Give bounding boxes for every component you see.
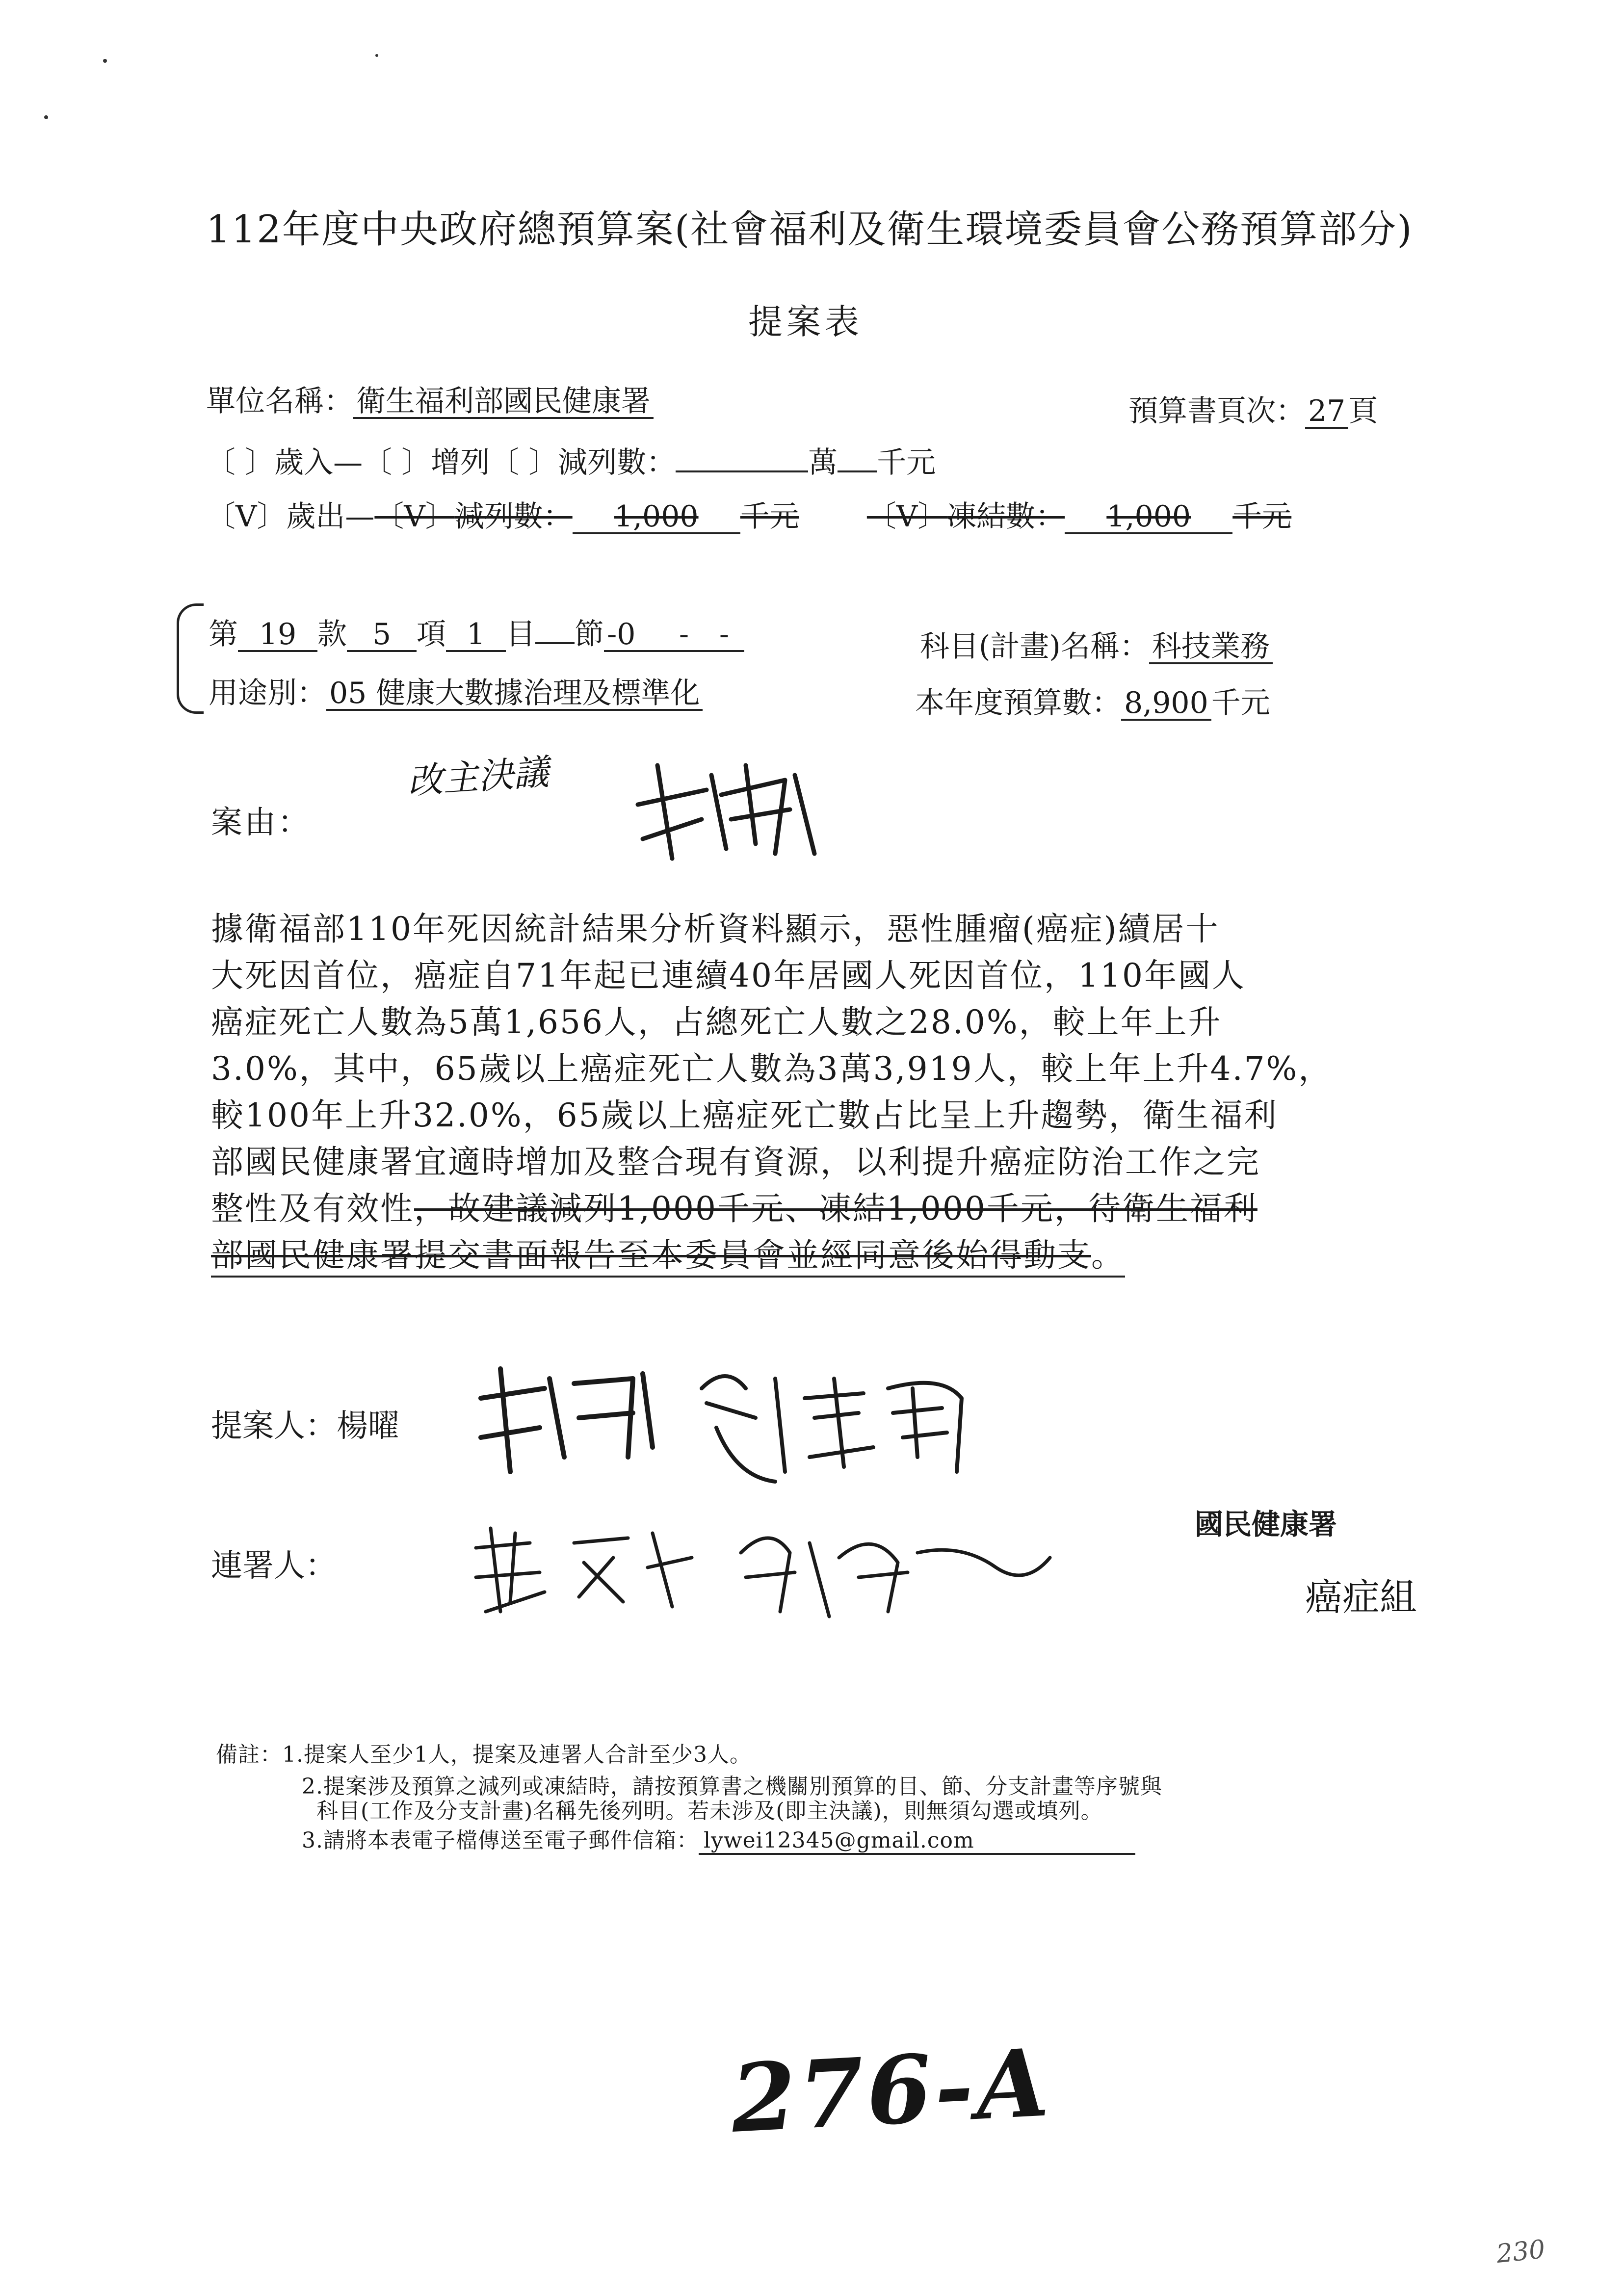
page-ref-value: 27 [1305,396,1348,429]
budget-amount-unit: 千元 [1211,686,1270,720]
reason-struck-text: ，故建議減列1,000千元、凍結1,000千元，待衛生福利 [414,1190,1257,1227]
expense-label: 歲出— [286,499,375,534]
budget-amount-row [915,679,1270,722]
subject-label: 科目(計畫)名稱： [920,629,1149,664]
subject-row [920,623,1273,665]
document-title: 112年度中央政府總預算案(社會福利及衛生環境委員會公務預算部分) [206,208,1413,252]
handwritten-note: 改主決議 [406,751,550,802]
reason-struck-text-2: 部國民健康署提交書面報告至本委員會並經同意後始得動支 [211,1236,1091,1274]
revenue-row [206,439,936,481]
cut-value: 1,000 [573,501,740,534]
increase-checkbox: 〔 〕 [363,445,431,480]
proposer-signatures [471,1359,1011,1496]
revenue-label: 歲入— [274,445,363,480]
kuan-label: 款 [317,617,347,652]
budget-item-row [209,611,744,653]
unit-wan: 萬 [808,445,838,480]
mu-label: 目 [506,617,535,652]
usage-label: 用途別： [209,676,326,710]
jie-label: 節 [575,617,604,652]
item-bracket [177,603,204,714]
mu-value: 1 [446,619,506,652]
reason-line-end: 。 [1091,1236,1125,1274]
amount-blank [838,442,877,472]
unit-label: 單位名稱： [206,384,353,418]
notes-label: 備註： [216,1742,282,1767]
note-1: 1.提案人至少1人，提案及連署人合計至少3人。 [282,1742,752,1767]
decrease-label: 減列數： [558,445,676,480]
reason-line-2: 大死因首位，癌症自71年起已連續40年居國人死因首位，110年國人 [211,957,1246,994]
cosigner-signatures [466,1513,1055,1626]
note-3 [302,1823,1135,1855]
reason-label: 案由： [211,805,311,841]
handwritten-signature [628,746,834,868]
proposer-name: 楊曜 [337,1408,399,1444]
stamp-line-1: 國民健康署 [1195,1508,1337,1541]
reason-line-7-text: 整性及有效性 [211,1190,414,1227]
proposer-label: 提案人： [211,1408,337,1444]
dash-b: - [704,619,744,652]
unit-qian: 千元 [877,445,936,480]
notes-row-1 [216,1737,752,1768]
reason-line-7 [211,1182,1257,1229]
unit-row [206,378,654,420]
scan-speck [44,115,48,119]
reason-line-3: 癌症死亡人數為5萬1,656人，占總死亡人數之28.0%，較上年上升 [211,1003,1222,1041]
unit-value: 衛生福利部國民健康署 [353,386,654,419]
scan-speck [375,54,378,57]
freeze-label: 凍結數： [947,499,1065,534]
budget-amount-value: 8,900 [1121,688,1211,721]
note-3-text: 3.請將本表電子檔傳送至電子郵件信箱： [302,1828,699,1853]
cut-mark: 〔V〕 [374,499,455,534]
reason-line-6: 部國民健康署宜適時增加及整合現有資源，以利提升癌症防治工作之完 [211,1143,1260,1181]
proposer-row [211,1401,399,1446]
note-2b: 科目(工作及分支計畫)名稱先後列明。若未涉及(即主決議)，則無須勾選或填列。 [316,1799,1103,1824]
usage-value: 05 健康大數據治理及標準化 [326,678,703,711]
note-2a: 2.提案涉及預算之減列或凍結時，請按預算書之機關別預算的目、節、分支計畫等序號與 [302,1774,1162,1799]
reason-line-1: 據衛福部110年死因統計結果分析資料顯示，惡性腫瘤(癌症)續居十 [211,910,1220,948]
usage-row [209,670,703,712]
budget-amount-label: 本年度預算數： [915,686,1121,720]
di-label: 第 [209,617,238,652]
xiang-label: 項 [417,617,446,652]
amount-blank [676,442,808,472]
reason-line-4: 3.0%，其中，65歲以上癌症死亡人數為3萬3,919人，較上年上升4.7%， [211,1050,1333,1088]
reason-line-5: 較100年上升32.0%，65歲以上癌症死亡數占比呈上升趨勢，衛生福利 [211,1096,1278,1134]
page-ref-suffix: 頁 [1348,394,1378,428]
decrease-checkbox: 〔 〕 [490,445,558,480]
kuan-value: 19 [238,619,317,652]
freeze-mark: 〔V〕 [866,499,947,534]
page-ref [1128,388,1378,430]
stamp-line-2: 癌症組 [1305,1575,1417,1619]
freeze-value: 1,000 [1065,501,1232,534]
reason-line-8 [211,1229,1125,1278]
page-number: 230 [1495,2234,1547,2270]
cosigner-label: 連署人： [211,1548,337,1584]
email-link[interactable]: lywei12345@gmail.com [699,1828,1135,1855]
increase-label: 增列 [431,445,490,480]
page-ref-label: 預算書頁次： [1128,394,1305,428]
subject-value: 科技業務 [1149,631,1273,664]
blank [535,614,575,644]
expense-row [206,493,1291,535]
freeze-unit: 千元 [1232,499,1292,534]
cut-label: 減列數： [454,499,573,534]
xiang-value: 5 [347,619,417,652]
jie-value: -0 [604,619,664,652]
scan-speck [103,59,107,63]
dash-a: - [664,619,704,652]
cut-unit: 千元 [740,499,799,534]
handwritten-code: 276-A [728,2028,1054,2154]
revenue-checkbox: 〔 〕 [206,445,275,480]
form-subtitle: 提案表 [748,302,863,342]
expense-checkbox: 〔V〕 [206,499,287,534]
